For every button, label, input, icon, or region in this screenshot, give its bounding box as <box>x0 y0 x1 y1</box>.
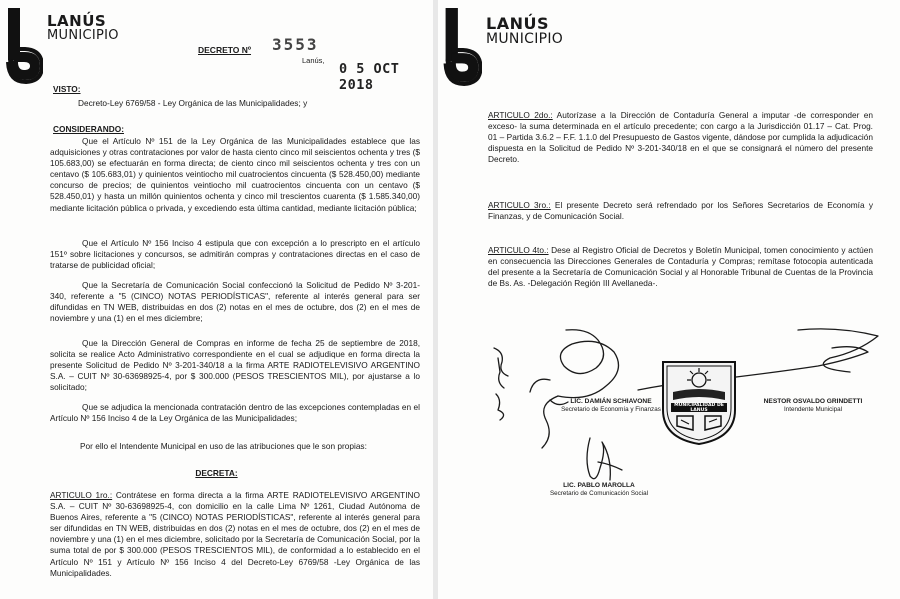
visto-text: Decreto-Ley 6769/58 - Ley Orgánica de las Municipalidades; y <box>78 98 308 108</box>
signature-1-name: LIC. DAMIÁN SCHIAVONE <box>570 398 652 405</box>
signature-marolla <box>524 482 674 498</box>
brand-name: LANÚS <box>47 12 107 30</box>
brand-name-2: LANÚS <box>486 14 549 33</box>
article-4-label: ARTICULO 4to.: <box>488 245 549 255</box>
signature-3-name: LIC. PABLO MAROLLA <box>563 482 635 489</box>
article-1 <box>50 490 420 579</box>
handwritten-signatures <box>438 0 900 599</box>
article-3-label: ARTICULO 3ro.: <box>488 200 551 210</box>
signature-2-name: NESTOR OSVALDO GRINDETTI <box>763 398 863 405</box>
place-text: Lanús, <box>302 56 325 65</box>
considerando-title: CONSIDERANDO: <box>53 124 124 134</box>
considerando-paragraph-4: Que la Dirección General de Compras en informe de fecha 25 de septiembre de 2018, solicita se realice Acto Administrativo correspondiente en el cual se adjudique en forma directa la presente Solicitud de Pedido Nº 3-201-340/18 a la firma ARTE RADIOTELEVISIVO ARGENTINO S.A. – CUIT Nº 30-63698925-4, por $ 300.000 (PESOS TRESCIENTOS MIL), por ajustarse a lo solicitado; <box>50 338 420 393</box>
signature-1-role: Secretario de Economía y Finanzas <box>561 406 661 413</box>
article-2-text: Autorízase a la Dirección de Contaduría General a imputar -de corresponder en exceso- la suma determinada en el artículo precedente; con cargo a la Jurisdicción 01.17 – Cat. Prog. 01 – Partida 3.6.2 – F.F. 1.1.0 del Presupuesto de Gastos vigente, dándose por cumplida la adjudicación dispuesta en la Solicitud de Pedido Nº 3-201-340/18 en el que se consignará el número del presente Decreto. <box>488 110 874 165</box>
visto-title: VISTO: <box>53 84 81 94</box>
brand-sub-2: MUNICIPIO <box>486 31 564 47</box>
decree-page-2 <box>438 0 900 599</box>
article-1-text: Contrátese en forma directa a la firma ARTE RADIOTELEVISIVO ARGENTINO S.A. – CUIT Nº 30-63698925-4, con domicilio en la calle Lima Nº 1261, Ciudad Autónoma de Buenos Aires, referente a "5 (CINCO) NOTAS PERIODÍSTICAS", referente al interés general para ser difundidas en TN WEB, distribuidas en dos (2) notas en el mes de octubre, dos (2) en el mes de noviembre y una (1) en el mes diciembre, solicitado por la Secretaría de Comunicación Social, por la suma total de por $ 300.000 (PESOS TRESCIENTOS MIL), de conformidad a lo establecido en el Artículo Nº 151 y Artículo Nº 156 Inciso 4 del Decreto-Ley 6769/58 -Ley Orgánica de las Municipalidades. <box>50 490 420 578</box>
decree-page-1 <box>0 0 433 599</box>
article-4-text: Dese al Registro Oficial de Decretos y Boletín Municipal, tomen conocimiento y actúen en consecuencia las Direcciones Generales de Contaduría y Compras; remítase fotocopia autenticada del presente a la Secretaría de Comunicación Social y al Honorable Tribunal de Cuentas de la Provincia de Bs. As. -Delegación Región III Avellaneda-. <box>488 245 873 289</box>
signature-schiavone <box>536 398 686 414</box>
seal-text: MUNICIPALIDAD DE LANUS <box>674 403 724 413</box>
considerando-paragraph-5: Que se adjudica la mencionada contratación dentro de las excepciones contempladas en el Artículo Nº 156 Inciso 4 de la Ley Orgánica de las Municipalidades; <box>50 402 420 424</box>
signature-2-role: Intendente Municipal <box>783 406 843 413</box>
signature-3-role: Secretario de Comunicación Social <box>549 490 648 497</box>
article-1-label: ARTICULO 1ro.: <box>50 490 113 500</box>
article-3-text: El presente Decreto será refrendado por los Señores Secretarios de Economía y Finanzas, y de Comunicación Social. <box>488 200 873 222</box>
article-2-label: ARTICULO 2do.: <box>488 110 553 120</box>
considerando-paragraph-2: Que el Artículo Nº 156 Inciso 4 estipula que con excepción a lo prescripto en el artículo 151º sobre licitaciones y concursos, se admitirán compras y contrataciones directas en el caso de tratarse de publicidad oficial; <box>50 238 420 271</box>
brand-sub: MUNICIPIO <box>47 28 119 43</box>
decree-number-label: DECRETO Nº <box>198 45 252 55</box>
decree-date: 0 5 OCT 2018 <box>339 61 400 93</box>
decree-number: 3553 <box>272 35 319 54</box>
municipal-logo <box>5 6 119 84</box>
lanus-logo-icon <box>5 6 43 84</box>
por-ello-text: Por ello el Intendente Municipal en uso de las atribuciones que le son propias: <box>80 441 367 451</box>
considerando-paragraph-1: Que el Artículo Nº 151 de la Ley Orgánica de las Municipalidades establece que las adquisiciones y otras contrataciones por valor de hasta ciento cinco mil seiscientos ochenta y tres ($ 105.683,00) se efectuarán en forma directa; de ciento cinco mil seiscientos ochenta y tres con un centavo ($ 105.683,01) y quinientos veintiocho mil cuatrocientos cincuenta ($ 528.450,00) mediante concurso de precios; de quinientos veintiocho mil cuatrocientos cincuenta con un centavo ($ 528.450,01) y hasta un millón quinientos ochenta y cinco mil trescientos cuarenta ($ 1.585.340,00) mediante licitación pública o privada, y excediendo esta última cantidad, mediante licitación pública; <box>50 136 420 213</box>
signature-grindetti <box>728 398 898 414</box>
considerando-paragraph-3: Que la Secretaría de Comunicación Social confeccionó la Solicitud de Pedido Nº 3-201-340, referente a "5 (CINCO) NOTAS PERIODÍSTICAS", referente al interés general para ser difundidas en TN WEB, distribuidas en dos (2) notas en el mes de octubre, dos (2) en el mes de noviembre y una (1) en el mes diciembre; <box>50 280 420 324</box>
decreta-title: DECRETA: <box>195 468 238 478</box>
